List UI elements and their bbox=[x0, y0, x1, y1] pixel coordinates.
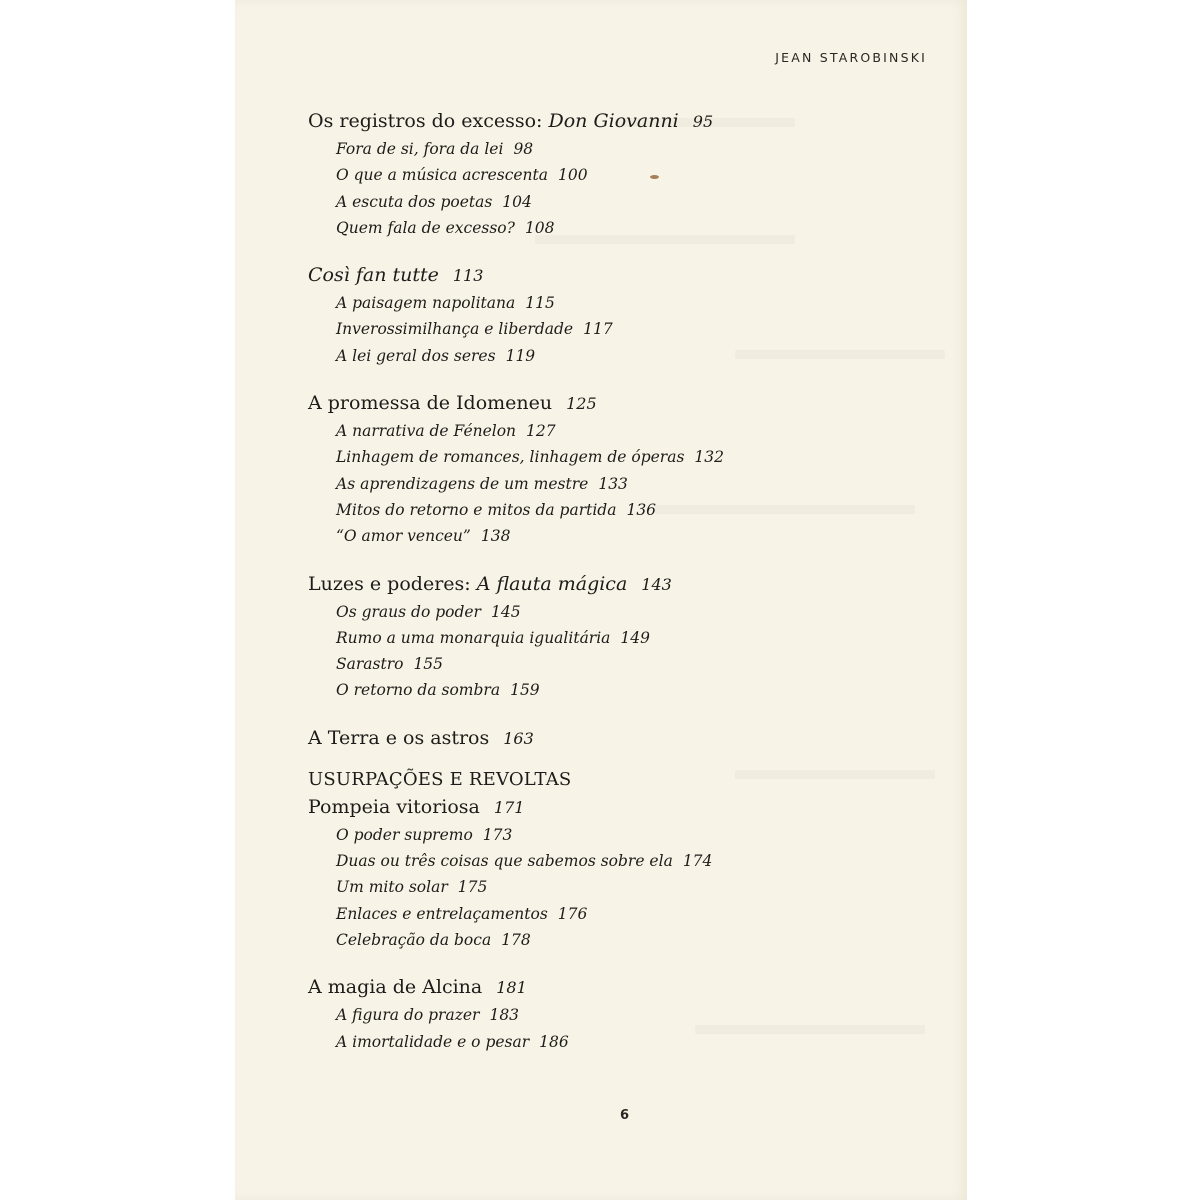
subsection-entry bbox=[308, 189, 928, 215]
subsection-label: Inverossimilhança e liberdade bbox=[336, 320, 574, 339]
subsection-label: Mitos do retorno e mitos da partida bbox=[336, 500, 617, 519]
subsection-entry bbox=[308, 418, 928, 444]
chapter-title-text: A Terra e os astros bbox=[308, 726, 490, 749]
subsection-page-number: 145 bbox=[490, 602, 521, 621]
subsection-entry bbox=[308, 848, 928, 874]
subsection-list bbox=[308, 136, 928, 241]
chapter-page-number: 143 bbox=[641, 574, 672, 594]
subsection-page-number: 155 bbox=[413, 655, 444, 674]
subsection-label: Os graus do poder bbox=[336, 602, 481, 621]
subsection-page-number: 186 bbox=[539, 1032, 569, 1051]
running-header-author: JEAN STAROBINSKI bbox=[775, 50, 927, 65]
subsection-entry bbox=[308, 599, 928, 625]
chapter-title-italic: A flauta mágica bbox=[476, 572, 628, 595]
subsection-entry bbox=[308, 136, 928, 162]
subsection-entry bbox=[308, 901, 928, 927]
chapter-page-number: 113 bbox=[452, 266, 484, 286]
subsection-label: Um mito solar bbox=[336, 878, 448, 897]
subsection-label: Sarastro bbox=[336, 655, 404, 674]
subsection-page-number: 115 bbox=[525, 294, 555, 313]
subsection-label: A escuta dos poetas bbox=[336, 192, 493, 211]
subsection-entry bbox=[308, 1002, 928, 1028]
chapter-title-text: Pompeia vitoriosa bbox=[308, 795, 480, 818]
chapter-title bbox=[308, 793, 928, 822]
subsection-entry bbox=[308, 677, 928, 703]
subsection-label: Rumo a uma monarquia igualitária bbox=[336, 628, 611, 647]
subsection-page-number: 119 bbox=[505, 346, 536, 365]
subsection-page-number: 178 bbox=[501, 930, 531, 949]
subsection-label: Duas ou três coisas que sabemos sobre ela bbox=[336, 852, 673, 871]
subsection-entry bbox=[308, 651, 928, 677]
subsection-page-number: 98 bbox=[513, 140, 534, 158]
subsection-entry bbox=[308, 316, 928, 342]
chapter-group-a bbox=[308, 107, 928, 753]
subsection-page-number: 100 bbox=[558, 166, 588, 185]
chapter-title-text: Luzes e poderes: bbox=[308, 572, 477, 595]
chapter-group-b bbox=[308, 793, 928, 1055]
chapter-title bbox=[308, 107, 928, 136]
subsection-label: Celebração da boca bbox=[336, 930, 492, 949]
subsection-entry bbox=[308, 1029, 928, 1055]
table-of-contents bbox=[308, 107, 928, 1055]
subsection-page-number: 117 bbox=[583, 320, 613, 339]
chapter-page-number: 171 bbox=[493, 797, 525, 817]
subsection-list bbox=[308, 290, 928, 369]
subsection-entry bbox=[308, 874, 928, 900]
chapter-title bbox=[308, 570, 928, 599]
subsection-entry bbox=[308, 822, 928, 848]
subsection-label: Fora de si, fora da lei bbox=[336, 140, 504, 158]
subsection-list bbox=[308, 418, 928, 549]
subsection-label: “O amor venceu” bbox=[336, 527, 471, 546]
subsection-entry bbox=[308, 523, 928, 549]
subsection-label: A lei geral dos seres bbox=[336, 346, 496, 365]
chapter-title bbox=[308, 973, 928, 1002]
chapter-title-text: Os registros do excesso: bbox=[308, 110, 549, 132]
subsection-page-number: 127 bbox=[526, 422, 556, 441]
subsection-entry bbox=[308, 927, 928, 953]
subsection-page-number: 108 bbox=[524, 218, 555, 237]
subsection-list bbox=[308, 1002, 928, 1055]
chapter-title bbox=[308, 724, 928, 753]
subsection-page-number: 174 bbox=[682, 852, 713, 871]
subsection-label: O retorno da sombra bbox=[336, 681, 501, 700]
chapter-page-number: 181 bbox=[496, 978, 527, 998]
subsection-entry bbox=[308, 471, 928, 497]
subsection-entry bbox=[308, 290, 928, 316]
subsection-list bbox=[308, 599, 928, 704]
subsection-label: O que a música acrescenta bbox=[336, 166, 549, 185]
subsection-label: A paisagem napolitana bbox=[336, 294, 516, 313]
subsection-page-number: 133 bbox=[598, 474, 628, 493]
subsection-page-number: 183 bbox=[489, 1006, 520, 1025]
chapter-page-number: 125 bbox=[566, 394, 597, 414]
subsection-label: As aprendizagens de um mestre bbox=[336, 474, 589, 493]
subsection-page-number: 173 bbox=[482, 825, 513, 844]
chapter-page-number: 95 bbox=[692, 112, 714, 131]
subsection-label: A imortalidade e o pesar bbox=[336, 1032, 530, 1051]
subsection-label: Linhagem de romances, linhagem de óperas bbox=[336, 448, 685, 467]
subsection-page-number: 138 bbox=[480, 527, 511, 546]
subsection-label: A figura do prazer bbox=[336, 1006, 480, 1025]
subsection-list bbox=[308, 822, 928, 953]
section-heading: USURPAÇÕES E REVOLTAS bbox=[308, 768, 572, 790]
subsection-entry bbox=[308, 625, 928, 651]
book-page bbox=[235, 0, 967, 1200]
chapter-page-number: 163 bbox=[503, 728, 534, 748]
chapter-title bbox=[308, 261, 928, 290]
subsection-entry bbox=[308, 343, 928, 369]
subsection-page-number: 136 bbox=[626, 500, 657, 519]
chapter-title-text: A promessa de Idomeneu bbox=[308, 392, 553, 415]
subsection-page-number: 104 bbox=[502, 192, 532, 211]
subsection-page-number: 149 bbox=[620, 628, 651, 647]
chapter-title-italic: Don Giovanni bbox=[548, 110, 679, 132]
chapter-title-italic: Così fan tutte bbox=[308, 264, 439, 287]
subsection-label: Quem fala de excesso? bbox=[336, 218, 515, 237]
subsection-page-number: 176 bbox=[557, 904, 588, 923]
subsection-label: O poder supremo bbox=[336, 825, 473, 844]
subsection-page-number: 175 bbox=[457, 878, 488, 897]
chapter-title bbox=[308, 389, 928, 418]
subsection-label: A narrativa de Fénelon bbox=[336, 422, 517, 441]
subsection-entry bbox=[308, 497, 928, 523]
subsection-entry bbox=[308, 162, 928, 188]
subsection-entry bbox=[308, 444, 928, 470]
subsection-entry bbox=[308, 215, 928, 241]
subsection-label: Enlaces e entrelaçamentos bbox=[336, 904, 548, 923]
page-number: 6 bbox=[620, 1108, 630, 1123]
subsection-page-number: 159 bbox=[510, 681, 540, 700]
subsection-page-number: 132 bbox=[694, 448, 725, 467]
chapter-title-text: A magia de Alcina bbox=[308, 976, 483, 999]
